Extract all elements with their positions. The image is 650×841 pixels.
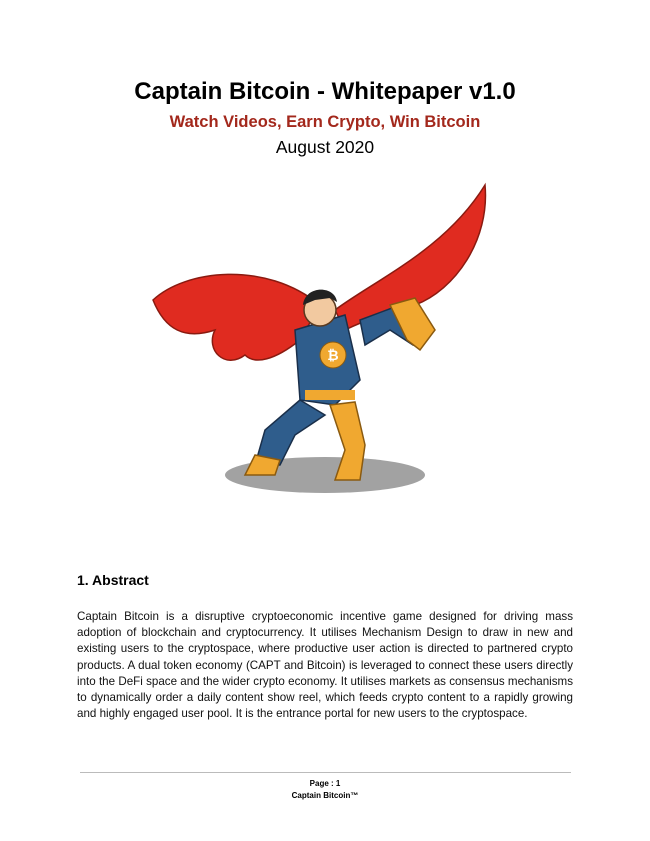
section-heading: 1. Abstract bbox=[77, 572, 149, 588]
captain-bitcoin-illustration bbox=[145, 180, 505, 500]
svg-text:₿: ₿ bbox=[327, 347, 339, 363]
document-subtitle: Watch Videos, Earn Crypto, Win Bitcoin bbox=[169, 113, 481, 131]
footer-page-number: Page : 1 bbox=[309, 779, 341, 788]
footer-divider bbox=[80, 772, 571, 773]
footer-brand: Captain Bitcoin™ bbox=[291, 791, 359, 800]
abstract-paragraph: Captain Bitcoin is a disruptive cryptoeconomic incentive game designed for driving mass adoption of blockchain and cryptocurrency. It utilises Mechanism Design to draw in new and existing users to the cryptospace, where productive user action is directed to partnered crypto products. A dual token economy (CAPT and Bitcoin) is leveraged to connect these users directly into the DeFi space and the wider crypto economy. It utilises markets as consensus mechanisms to dynamically order a daily content show reel, which feeds crypto content to a rapidly growing and highly engaged user pool. It is the entrance portal for new users to the cryptospace. bbox=[77, 610, 573, 721]
document-title: Captain Bitcoin - Whitepaper v1.0 bbox=[134, 78, 516, 105]
document-date: August 2020 bbox=[275, 137, 375, 157]
